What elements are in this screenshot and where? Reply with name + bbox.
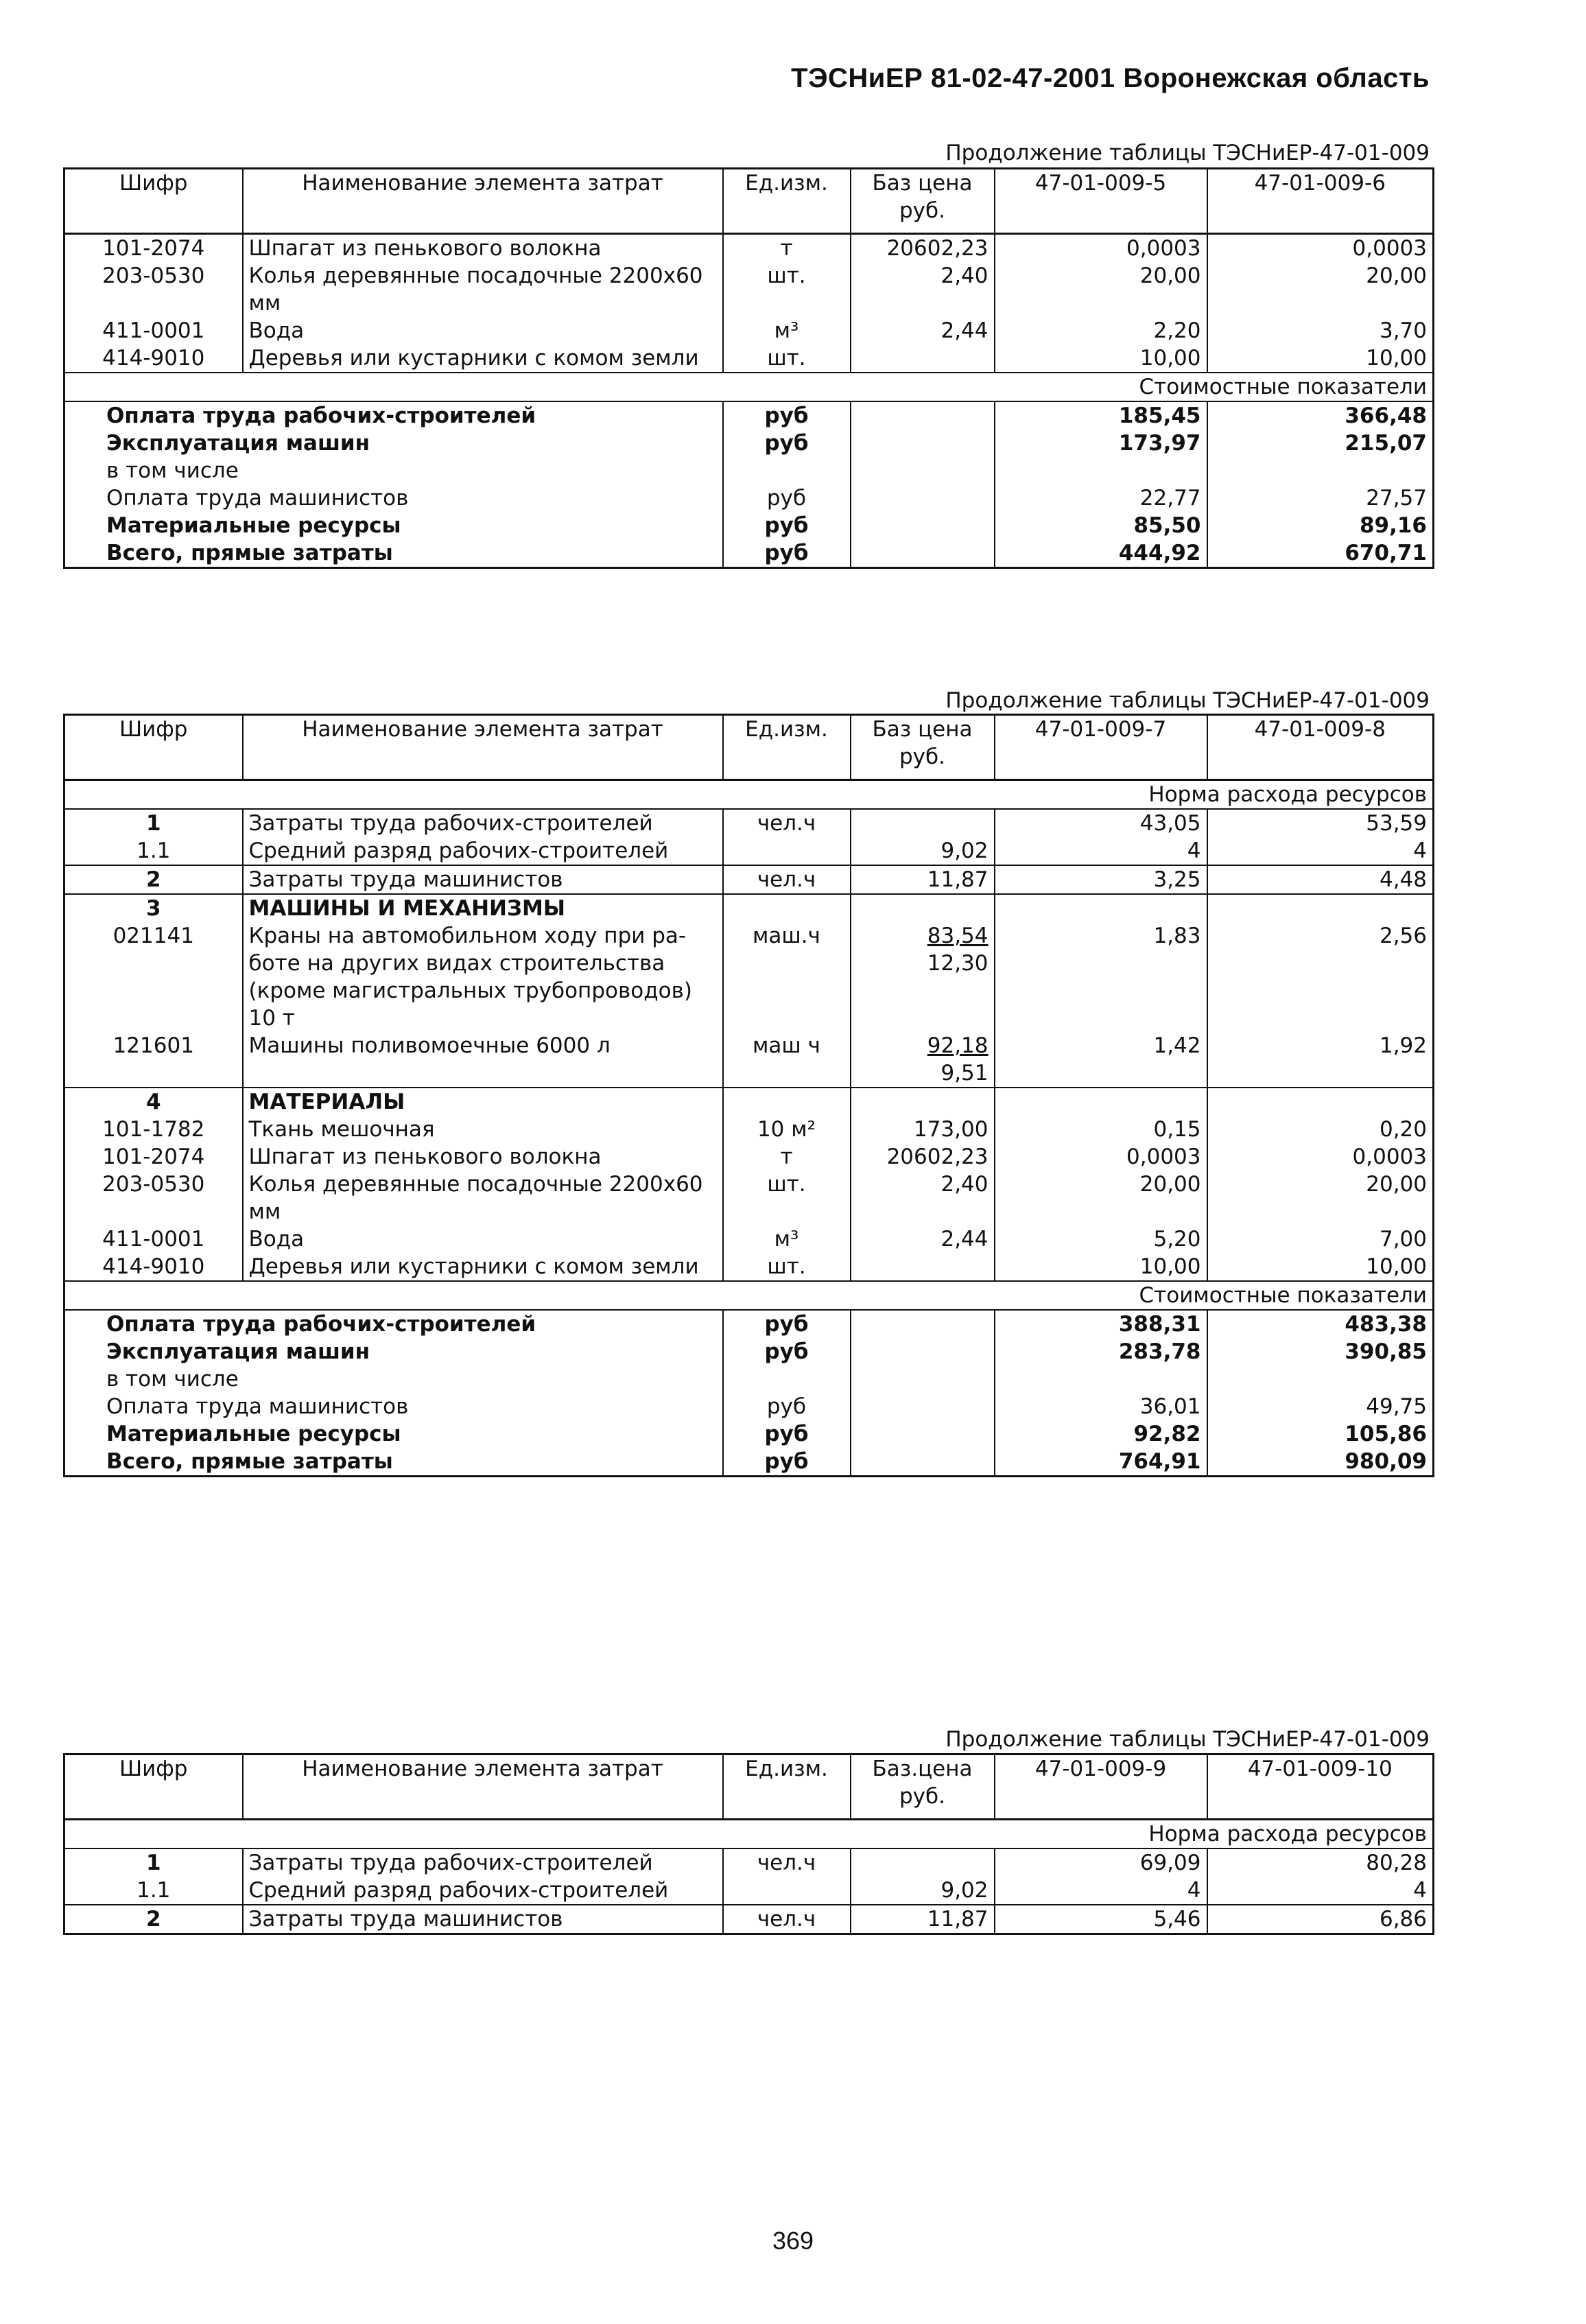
summary-value1: 388,31 — [995, 1310, 1207, 1338]
page-header: ТЭСНиЕР 81-02-47-2001 Воронежская область — [791, 63, 1430, 93]
row-norm1: 3,25 — [995, 865, 1207, 894]
summary-name: Всего, прямые затраты — [106, 541, 393, 565]
row-price — [851, 1848, 995, 1877]
table-row — [64, 317, 1434, 344]
empty-cell — [995, 1088, 1207, 1116]
row-code: 101-2074 — [102, 236, 205, 261]
section-title-row — [64, 894, 1434, 922]
summary-value1: 283,78 — [995, 1338, 1207, 1365]
row-name: Шпагат из пенькового волокна — [243, 234, 723, 263]
summary-row — [64, 1448, 1434, 1477]
empty-cell — [851, 401, 995, 430]
summary-unit: руб — [723, 1338, 851, 1365]
section-title: МАШИНЫ И МЕХАНИЗМЫ — [243, 894, 723, 922]
table-row — [64, 344, 1434, 373]
section-title-row — [64, 1088, 1434, 1116]
col-norm1-header: 47-01-009-5 — [995, 169, 1207, 234]
col-name-header: Наименование элемента затрат — [243, 1754, 723, 1820]
row-price: 2,40 — [851, 1171, 995, 1225]
summary-row — [64, 484, 1434, 512]
summary-value1: 444,92 — [995, 539, 1207, 568]
row-norm1: 10,00 — [995, 1253, 1207, 1281]
section-code: 4 — [64, 1088, 243, 1116]
summary-row — [64, 1310, 1434, 1338]
empty-cell — [851, 1393, 995, 1420]
table1-caption: Продолжение таблицы ТЭСНиЕР-47-01-009 — [945, 141, 1430, 165]
summary-unit — [723, 457, 851, 484]
row-price — [851, 1253, 995, 1281]
row-unit: чел.ч — [723, 865, 851, 894]
row-name: Вода — [243, 1225, 723, 1253]
row-norm2: 4 — [1207, 837, 1434, 865]
row-code: 411-0001 — [102, 1227, 205, 1252]
row-name: Машины поливомоечные 6000 л — [243, 1032, 723, 1088]
summary-name: Материальные ресурсы — [106, 1422, 401, 1446]
col-unit-header: Ед.изм. — [723, 715, 851, 780]
col-norm2-header: 47-01-009-8 — [1207, 715, 1434, 780]
row-norm2: 20,00 — [1207, 1171, 1434, 1225]
table-row — [64, 809, 1434, 837]
col-norm2-header: 47-01-009-6 — [1207, 169, 1434, 234]
summary-value2: 670,71 — [1207, 539, 1434, 568]
row-price: 9,02 — [851, 837, 995, 865]
row-code: 2 — [64, 1905, 243, 1934]
summary-row — [64, 1338, 1434, 1365]
section-code: 3 — [64, 894, 243, 922]
row-price-primary: 83,54 — [927, 924, 989, 948]
empty-cell — [851, 512, 995, 539]
col-norm1-header: 47-01-009-9 — [995, 1754, 1207, 1820]
col-price-header: Баз цена руб. — [851, 169, 995, 234]
row-unit: шт. — [723, 1171, 851, 1225]
row-norm1: 20,00 — [995, 1171, 1207, 1225]
summary-value1: 185,45 — [995, 401, 1207, 430]
row-price: 11,87 — [851, 1905, 995, 1934]
row-code: 1 — [145, 1851, 161, 1875]
summary-row — [64, 539, 1434, 568]
row-unit: т — [723, 234, 851, 263]
row-code: 1 — [145, 811, 161, 836]
table2 — [63, 714, 1434, 1477]
summary-value1: 764,91 — [995, 1448, 1207, 1477]
row-price: 9,02 — [851, 1877, 995, 1905]
row-norm2: 4,48 — [1207, 865, 1434, 894]
row-norm1: 10,00 — [995, 344, 1207, 373]
row-price-secondary: 12,30 — [927, 951, 989, 976]
col-norm2-header: 47-01-009-10 — [1207, 1754, 1434, 1820]
table-row — [64, 1225, 1434, 1253]
row-norm1: 69,09 — [995, 1848, 1207, 1877]
empty-cell — [995, 894, 1207, 922]
row-unit: шт. — [723, 1253, 851, 1281]
row-code: 2 — [64, 865, 243, 894]
row-name: Колья деревянные посадочные 2200х60 мм — [243, 262, 723, 317]
summary-value2: 89,16 — [1207, 512, 1434, 539]
summary-value1 — [995, 1365, 1207, 1393]
empty-cell — [851, 894, 995, 922]
row-name: Вода — [243, 317, 723, 344]
row-price-primary: 92,18 — [927, 1033, 989, 1058]
row-price: 20602,23 — [851, 1143, 995, 1171]
table-row — [64, 922, 1434, 1032]
row-code: 203-0530 — [102, 1172, 205, 1197]
empty-cell — [1207, 1088, 1434, 1116]
row-price: 2,44 — [851, 1225, 995, 1253]
summary-value2: 49,75 — [1207, 1393, 1434, 1420]
row-norm2: 10,00 — [1207, 344, 1434, 373]
row-norm2: 80,28 — [1207, 1848, 1434, 1877]
row-price — [851, 922, 995, 1032]
row-norm1: 2,20 — [995, 317, 1207, 344]
col-price-header: Баз цена руб. — [851, 715, 995, 780]
summary-value1: 92,82 — [995, 1420, 1207, 1448]
empty-cell — [851, 1310, 995, 1338]
table1-header-row — [64, 169, 1434, 234]
table2-caption: Продолжение таблицы ТЭСНиЕР-47-01-009 — [945, 688, 1430, 713]
row-norm2: 2,56 — [1207, 922, 1434, 1032]
summary-unit: руб — [723, 512, 851, 539]
table-row — [64, 1116, 1434, 1143]
row-norm2: 4 — [1207, 1877, 1434, 1905]
summary-name: Оплата труда рабочих-строителей — [106, 1312, 536, 1337]
row-price: 2,44 — [851, 317, 995, 344]
summary-unit: руб — [723, 401, 851, 430]
row-unit: 10 м² — [723, 1116, 851, 1143]
summary-value2: 980,09 — [1207, 1448, 1434, 1477]
table3-header-row — [64, 1754, 1434, 1820]
row-price: 2,40 — [851, 262, 995, 317]
row-norm2: 6,86 — [1207, 1905, 1434, 1934]
row-price: 173,00 — [851, 1116, 995, 1143]
summary-value1: 85,50 — [995, 512, 1207, 539]
table1-cost-band — [64, 373, 1434, 401]
summary-value1 — [995, 457, 1207, 484]
row-name: Средний разряд рабочих-строителей — [243, 837, 723, 865]
row-code: 1.1 — [137, 1878, 171, 1903]
table-row — [64, 234, 1434, 263]
row-price: 20602,23 — [851, 234, 995, 263]
row-unit — [723, 1877, 851, 1905]
table-row — [64, 1032, 1434, 1088]
table-row — [64, 1848, 1434, 1877]
row-price — [851, 809, 995, 837]
row-norm2: 20,00 — [1207, 262, 1434, 317]
row-code: 411-0001 — [102, 318, 205, 343]
summary-value1: 173,97 — [995, 430, 1207, 457]
row-norm1: 1,42 — [995, 1032, 1207, 1088]
summary-unit: руб — [723, 539, 851, 568]
summary-value2: 390,85 — [1207, 1338, 1434, 1365]
row-name: Затраты труда машинистов — [243, 1905, 723, 1934]
row-norm1: 43,05 — [995, 809, 1207, 837]
empty-cell — [851, 1420, 995, 1448]
empty-cell — [723, 894, 851, 922]
row-unit: чел.ч — [723, 1848, 851, 1877]
table-row — [64, 865, 1434, 894]
empty-cell — [851, 1365, 995, 1393]
row-name: Затраты труда рабочих-строителей — [243, 1848, 723, 1877]
summary-name: в том числе — [106, 458, 239, 483]
row-unit: чел.ч — [723, 1905, 851, 1934]
row-code: 414-9010 — [102, 1254, 205, 1279]
norm-band-label: Норма расхода ресурсов — [64, 780, 1434, 810]
cost-band-label: Стоимостные показатели — [64, 1281, 1434, 1310]
summary-row — [64, 430, 1434, 457]
col-name-header: Наименование элемента затрат — [243, 715, 723, 780]
table-row — [64, 1877, 1434, 1905]
table2-header-row — [64, 715, 1434, 780]
summary-value2 — [1207, 457, 1434, 484]
row-norm2: 3,70 — [1207, 317, 1434, 344]
table3-caption: Продолжение таблицы ТЭСНиЕР-47-01-009 — [945, 1727, 1430, 1752]
summary-unit: руб — [723, 1310, 851, 1338]
summary-unit: руб — [723, 1420, 851, 1448]
row-name: Шпагат из пенькового волокна — [243, 1143, 723, 1171]
col-code-header: Шифр — [64, 169, 243, 234]
row-norm1: 0,0003 — [995, 1143, 1207, 1171]
summary-unit: руб — [723, 1393, 851, 1420]
summary-value2: 105,86 — [1207, 1420, 1434, 1448]
page-number: 369 — [772, 2227, 814, 2255]
row-unit: маш ч — [723, 1032, 851, 1088]
table2-norm-band — [64, 780, 1434, 810]
row-price: 11,87 — [851, 865, 995, 894]
empty-cell — [851, 539, 995, 568]
row-name: Затраты труда рабочих-строителей — [243, 809, 723, 837]
row-unit: т — [723, 1143, 851, 1171]
table2-cost-band — [64, 1281, 1434, 1310]
table-row — [64, 1143, 1434, 1171]
row-name: Колья деревянные посадочные 2200х60 мм — [243, 1171, 723, 1225]
row-norm2: 0,0003 — [1207, 234, 1434, 263]
summary-row — [64, 457, 1434, 484]
summary-value2 — [1207, 1365, 1434, 1393]
row-norm2: 7,00 — [1207, 1225, 1434, 1253]
norm-band-label: Норма расхода ресурсов — [64, 1820, 1434, 1849]
row-price — [851, 344, 995, 373]
summary-name: Всего, прямые затраты — [106, 1449, 393, 1474]
row-norm2: 1,92 — [1207, 1032, 1434, 1088]
table3 — [63, 1753, 1434, 1935]
row-norm2: 0,0003 — [1207, 1143, 1434, 1171]
row-code: 021141 — [113, 924, 194, 948]
summary-unit: руб — [723, 484, 851, 512]
summary-value1: 22,77 — [995, 484, 1207, 512]
col-name-header: Наименование элемента затрат — [243, 169, 723, 234]
row-code: 101-1782 — [102, 1117, 205, 1142]
summary-name: Оплата труда рабочих-строителей — [106, 403, 536, 428]
summary-value2: 27,57 — [1207, 484, 1434, 512]
row-name: Ткань мешочная — [243, 1116, 723, 1143]
row-norm1: 4 — [995, 837, 1207, 865]
summary-value1: 36,01 — [995, 1393, 1207, 1420]
empty-cell — [851, 457, 995, 484]
row-unit: шт. — [723, 344, 851, 373]
row-price-secondary: 9,51 — [940, 1061, 989, 1085]
row-norm1: 5,46 — [995, 1905, 1207, 1934]
summary-value2: 483,38 — [1207, 1310, 1434, 1338]
row-name: Краны на автомобильном ходу при ра-боте на других видах строительства (кроме магистральных трубопроводов) 10 т — [243, 922, 723, 1032]
summary-row — [64, 512, 1434, 539]
summary-row — [64, 1393, 1434, 1420]
row-code: 414-9010 — [102, 346, 205, 371]
row-name: Деревья или кустарники с комом земли — [243, 1253, 723, 1281]
empty-cell — [851, 1088, 995, 1116]
row-name: Средний разряд рабочих-строителей — [243, 1877, 723, 1905]
row-norm2: 10,00 — [1207, 1253, 1434, 1281]
summary-row — [64, 1420, 1434, 1448]
summary-value2: 215,07 — [1207, 430, 1434, 457]
empty-cell — [851, 1338, 995, 1365]
col-unit-header: Ед.изм. — [723, 1754, 851, 1820]
col-code-header: Шифр — [64, 1754, 243, 1820]
row-norm1: 4 — [995, 1877, 1207, 1905]
row-code: 101-2074 — [102, 1145, 205, 1169]
empty-cell — [851, 484, 995, 512]
row-code: 203-0530 — [102, 263, 205, 288]
section-title: МАТЕРИАЛЫ — [243, 1088, 723, 1116]
table1 — [63, 167, 1434, 569]
empty-cell — [723, 1088, 851, 1116]
col-code-header: Шифр — [64, 715, 243, 780]
summary-name: Эксплуатация машин — [106, 431, 370, 456]
row-norm1: 0,15 — [995, 1116, 1207, 1143]
row-code: 121601 — [113, 1033, 194, 1058]
row-code: 1.1 — [137, 838, 171, 863]
summary-name: Эксплуатация машин — [106, 1339, 370, 1364]
row-norm1: 0,0003 — [995, 234, 1207, 263]
empty-cell — [851, 430, 995, 457]
col-unit-header: Ед.изм. — [723, 169, 851, 234]
row-norm1: 1,83 — [995, 922, 1207, 1032]
row-norm2: 0,20 — [1207, 1116, 1434, 1143]
row-unit: маш.ч — [723, 922, 851, 1032]
col-price-header: Баз.цена руб. — [851, 1754, 995, 1820]
cost-band-label: Стоимостные показатели — [64, 373, 1434, 401]
col-norm1-header: 47-01-009-7 — [995, 715, 1207, 780]
summary-name: Оплата труда машинистов — [106, 1394, 409, 1419]
summary-name: Материальные ресурсы — [106, 513, 401, 538]
row-name: Деревья или кустарники с комом земли — [243, 344, 723, 373]
table3-norm-band — [64, 1820, 1434, 1849]
empty-cell — [1207, 894, 1434, 922]
summary-row — [64, 1365, 1434, 1393]
table-row — [64, 837, 1434, 865]
row-unit: м³ — [723, 317, 851, 344]
summary-name: Оплата труда машинистов — [106, 486, 409, 510]
row-norm2: 53,59 — [1207, 809, 1434, 837]
row-unit: чел.ч — [723, 809, 851, 837]
row-unit: шт. — [723, 262, 851, 317]
summary-unit — [723, 1365, 851, 1393]
row-name: Затраты труда машинистов — [243, 865, 723, 894]
table-row — [64, 1171, 1434, 1225]
summary-row — [64, 401, 1434, 430]
row-norm1: 5,20 — [995, 1225, 1207, 1253]
table-row — [64, 1905, 1434, 1934]
summary-unit: руб — [723, 1448, 851, 1477]
summary-unit: руб — [723, 430, 851, 457]
row-unit: м³ — [723, 1225, 851, 1253]
row-norm1: 20,00 — [995, 262, 1207, 317]
table-row — [64, 1253, 1434, 1281]
row-unit — [723, 837, 851, 865]
empty-cell — [851, 1448, 995, 1477]
summary-value2: 366,48 — [1207, 401, 1434, 430]
row-price — [851, 1032, 995, 1088]
table-row — [64, 262, 1434, 317]
summary-name: в том числе — [106, 1367, 239, 1392]
